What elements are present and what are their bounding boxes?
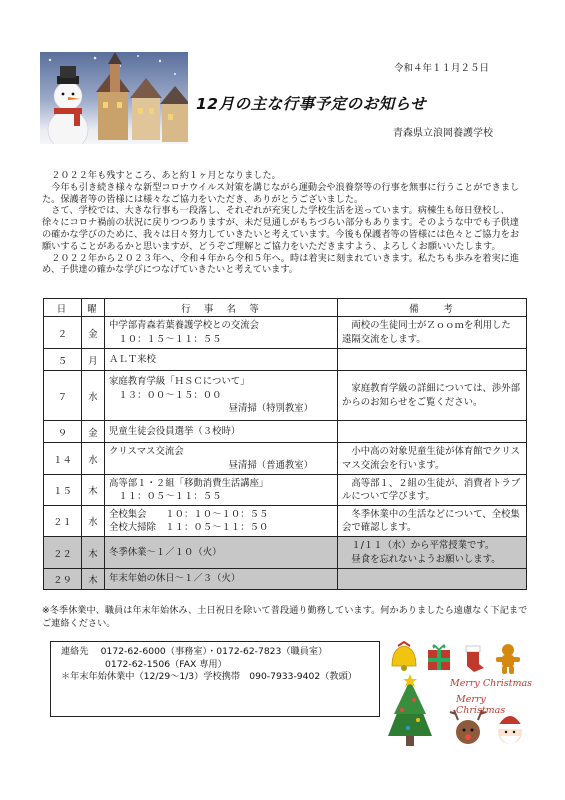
cell-day: １５ — [44, 475, 82, 506]
table-header-row — [44, 299, 527, 317]
contact-box — [50, 641, 380, 717]
santa-icon — [497, 716, 523, 744]
note-line: 昼食を忘れないようお願いします。 — [342, 553, 501, 565]
note-line: 冬季休業中の生活などについて、全校集 — [342, 508, 520, 520]
note-line: マス交流会を行います。 — [342, 459, 445, 471]
cell-event — [105, 349, 338, 371]
cell-event — [105, 475, 338, 506]
event-line: 昼清掃（特別教室） — [228, 403, 313, 415]
cell-notes — [338, 569, 527, 590]
intro-paragraph: 今年も引き続き様々な新型コロナウイルス対策を講じながら運動会や浪養祭等の行事を無事に行うことができました。保護者等の皆様には様々なご協力をいただき、ありがとうございました。 — [42, 181, 520, 205]
table-row — [44, 506, 527, 537]
event-line: クリスマス交流会 — [109, 446, 184, 457]
cell-day: １４ — [44, 443, 82, 475]
cell-notes — [338, 475, 527, 506]
cell-weekday: 水 — [82, 506, 105, 537]
event-line: 家庭教育学級「ＨＳＣについて」 — [109, 376, 250, 388]
cell-notes — [338, 349, 527, 371]
cell-day: ２１ — [44, 506, 82, 537]
table-row — [44, 317, 527, 349]
merry-christmas-text: Merry Christmas — [450, 678, 533, 689]
cell-event — [105, 569, 338, 590]
header-photo — [40, 52, 188, 156]
note-line: 高等部１、２組の生徒が、消費者トラブ — [342, 477, 521, 489]
intro-text — [42, 170, 526, 276]
event-line: ＡＬＴ来校 — [109, 353, 156, 365]
contact-holiday-phone: ＊年末年始休業中（12/29〜1/3）学校携帯 090-7933-9402（教頭） — [61, 671, 357, 683]
cell-weekday: 木 — [82, 537, 105, 569]
cell-notes — [338, 443, 527, 475]
event-line: 冬季休業〜１／１０（火） — [109, 546, 222, 558]
event-line: 児童生徒会役員選挙（３校時） — [109, 425, 241, 437]
event-line: １０：１５〜１１：５５ — [109, 333, 222, 345]
event-line: 中学部青森若葉養護学校との交流会 — [109, 320, 260, 331]
issue-date: 令和４年１１月２５日 — [394, 63, 490, 74]
header-day: 日 — [44, 299, 82, 317]
contact-label: 連絡先 — [61, 646, 89, 657]
table-row — [44, 475, 527, 506]
intro-paragraph: ２０２２年から２０２３年へ、令和４年から令和５年へ。時は着実に刻まれていきます。私たちも歩みを着実に進め、子供達の確かな学びにつなげていきたいと考えています。 — [42, 252, 520, 276]
cell-weekday: 金 — [82, 421, 105, 443]
note-line: 会で確認します。 — [342, 522, 417, 533]
stocking-icon — [466, 646, 484, 672]
merry-christmas-text: Merry Christmas — [456, 694, 506, 716]
cell-day: ５ — [44, 349, 82, 371]
table-row — [44, 421, 527, 443]
table-row — [44, 443, 527, 475]
note-line: 家庭教育学級の詳細については、渉外部 — [342, 383, 520, 394]
schedule-table — [43, 298, 527, 590]
event-line: 高等部１・２組「移動消費生活講座」 — [109, 477, 269, 489]
cell-weekday: 水 — [82, 371, 105, 421]
gingerbread-icon — [496, 644, 520, 674]
page-title: 12月の主な行事予定のお知らせ — [196, 95, 427, 113]
event-line: 昼清掃（普通教室） — [228, 459, 313, 471]
cell-day: ２２ — [44, 537, 82, 569]
footnote: ※冬季休業中、職員は年末年始休み、土日祝日を除いて普段通り勤務しています。何かありましたら遠慮なく下記までご連絡ください。 — [42, 605, 528, 629]
christmas-tree-icon — [388, 674, 432, 746]
christmas-decoration — [384, 640, 534, 752]
contact-line — [61, 646, 369, 659]
header-weekday: 曜 — [82, 299, 105, 317]
header-notes: 備 考 — [338, 299, 527, 317]
table-row — [44, 349, 527, 371]
intro-paragraph: ２０２２年も残すところ、あと約１ヶ月となりました。 — [51, 170, 281, 181]
cell-event — [105, 506, 338, 537]
cell-notes — [338, 537, 527, 569]
cell-weekday: 月 — [82, 349, 105, 371]
note-line: ルについて学びます。 — [342, 491, 435, 502]
cell-weekday: 金 — [82, 317, 105, 349]
cell-event — [105, 443, 338, 475]
cell-event — [105, 537, 338, 569]
cell-day: ９ — [44, 421, 82, 443]
contact-phone-main: 0172-62-6000（事務室）・0172-62-7823（職員室） — [100, 646, 328, 657]
note-line: からのお知らせをご覧ください。 — [342, 396, 483, 408]
contact-line — [61, 659, 369, 672]
cell-notes — [338, 371, 527, 421]
note-line: １/１１（水）から平常授業です。 — [342, 540, 495, 551]
event-line: １１：０５〜１１：５５ — [109, 491, 222, 502]
table-row — [44, 537, 527, 569]
event-line: 年末年始の休日〜１／３（火） — [109, 573, 241, 585]
cell-notes — [338, 506, 527, 537]
table-row — [44, 371, 527, 421]
table-row — [44, 569, 527, 590]
cell-weekday: 木 — [82, 475, 105, 506]
contact-line — [61, 671, 369, 684]
cell-day: ７ — [44, 371, 82, 421]
note-line: 両校の生徒同士がＺｏｏｍを利用した — [342, 320, 511, 331]
cell-weekday: 水 — [82, 443, 105, 475]
note-line: 小中高の対象児童生徒が体育館でクリス — [342, 446, 520, 457]
cell-notes — [338, 421, 527, 443]
cell-day: ２ — [44, 317, 82, 349]
contact-fax: 0172-62-1506（FAX 専用） — [105, 658, 227, 670]
intro-paragraph: さて、学校では、大きな行事も一段落し、それぞれが充実した学校生活を送っています。病棟生も毎日登校し、徐々にコロナ禍前の状況に戻りつつありますが、未だ見通しがもちづらい部分もあります。そのような中でも子供達の確かな学びのために、我々は日々努力していきたいと考えています。今後も保護者等の皆様には色々とご協力をお願いすることがあるかと思いますが、どうぞご理解とご協力をいただきますよう、よろしくお願いいたします。 — [42, 205, 520, 252]
event-line: １３：００〜１５：００ — [109, 389, 222, 401]
cell-event — [105, 317, 338, 349]
event-line: 全校大掃除 １１：０５〜１１：５０ — [109, 522, 269, 533]
bell-icon — [392, 642, 416, 671]
note-line: 遠隔交流をします。 — [342, 333, 426, 345]
gift-icon — [428, 645, 450, 670]
cell-event — [105, 371, 338, 421]
header-event: 行 事 名 等 — [105, 299, 338, 317]
cell-event — [105, 421, 338, 443]
cell-weekday: 木 — [82, 569, 105, 590]
event-line: 全校集会 １０：１０〜１０：５５ — [109, 508, 269, 520]
school-name: 青森県立浪岡養護学校 — [393, 128, 493, 139]
cell-day: ２９ — [44, 569, 82, 590]
cell-notes — [338, 317, 527, 349]
